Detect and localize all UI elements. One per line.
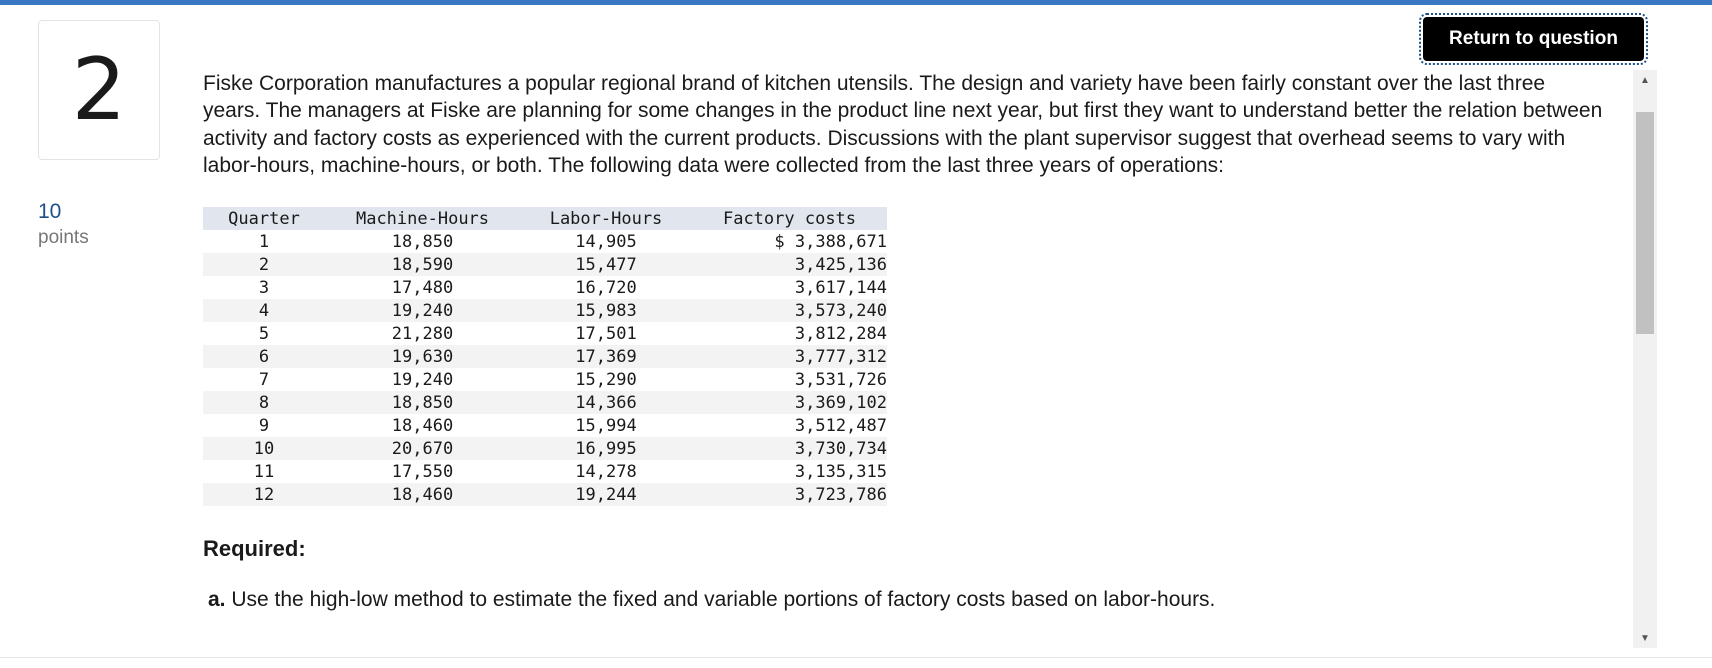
table-row bbox=[203, 391, 887, 414]
cell-machine-hours: 18,590 bbox=[391, 254, 454, 275]
cell-quarter: 1 bbox=[258, 231, 270, 252]
question-content bbox=[203, 70, 1603, 660]
table-row bbox=[203, 368, 887, 391]
return-to-question-button[interactable]: Return to question bbox=[1423, 17, 1644, 61]
cell-factory-costs: 3,730,734 bbox=[794, 438, 887, 459]
cell-machine-hours: 17,480 bbox=[391, 277, 454, 298]
cell-machine-hours: 21,280 bbox=[391, 323, 454, 344]
cell-factory-costs: $ 3,388,671 bbox=[774, 231, 887, 252]
cell-labor-hours: 15,983 bbox=[575, 300, 637, 321]
header-factory-costs: Factory costs bbox=[722, 208, 857, 229]
part-a-letter: a. bbox=[208, 588, 226, 612]
cell-labor-hours: 14,366 bbox=[575, 392, 637, 413]
part-a-text: Use the high-low method to estimate the fixed and variable portions of factory costs based on labor-hours. bbox=[231, 588, 1216, 612]
cell-quarter: 4 bbox=[258, 300, 270, 321]
table-header-row bbox=[203, 207, 887, 230]
data-table bbox=[203, 207, 887, 506]
cell-quarter: 6 bbox=[258, 346, 270, 367]
table-row bbox=[203, 322, 887, 345]
cell-machine-hours: 18,850 bbox=[391, 392, 454, 413]
cell-labor-hours: 15,477 bbox=[575, 254, 637, 275]
cell-labor-hours: 15,290 bbox=[575, 369, 637, 390]
scroll-down-icon[interactable]: ▼ bbox=[1640, 632, 1650, 644]
top-accent-bar bbox=[0, 0, 1712, 5]
cell-machine-hours: 18,460 bbox=[391, 484, 454, 505]
cell-factory-costs: 3,812,284 bbox=[794, 323, 887, 344]
cell-factory-costs: 3,512,487 bbox=[794, 415, 887, 436]
cell-quarter: 9 bbox=[258, 415, 270, 436]
cell-factory-costs: 3,617,144 bbox=[794, 277, 887, 298]
cell-labor-hours: 16,720 bbox=[575, 277, 637, 298]
cell-labor-hours: 19,244 bbox=[575, 484, 637, 505]
cell-machine-hours: 20,670 bbox=[391, 438, 454, 459]
cell-quarter: 2 bbox=[258, 254, 270, 275]
cell-quarter: 8 bbox=[258, 392, 270, 413]
cell-machine-hours: 19,240 bbox=[391, 369, 454, 390]
cell-quarter: 10 bbox=[253, 438, 275, 459]
part-a bbox=[208, 588, 1603, 612]
table-row bbox=[203, 299, 887, 322]
cell-labor-hours: 14,278 bbox=[575, 461, 637, 482]
cell-machine-hours: 18,460 bbox=[391, 415, 454, 436]
cell-machine-hours: 18,850 bbox=[391, 231, 454, 252]
points-value: 10 bbox=[38, 200, 62, 223]
cell-machine-hours: 19,630 bbox=[391, 346, 454, 367]
cell-factory-costs: 3,369,102 bbox=[794, 392, 887, 413]
header-machine-hours: Machine-Hours bbox=[355, 208, 490, 229]
content-scrollbar[interactable] bbox=[1633, 70, 1657, 648]
question-text: Fiske Corporation manufactures a popular regional brand of kitchen utensils. The design and variety have been fairly constant over the last three years. The managers at Fiske are planning for some changes in the product line next year, but first they want to understand better the relation between activity and factory costs as experienced with the current products. Discussions with the plant supervisor suggest that overhead seems to vary with labor-hours, machine-hours, or both. The following data were collected from the last three years of operations: bbox=[203, 72, 1603, 177]
table-row bbox=[203, 460, 887, 483]
cell-quarter: 5 bbox=[258, 323, 270, 344]
cell-machine-hours: 17,550 bbox=[391, 461, 454, 482]
cell-factory-costs: 3,425,136 bbox=[794, 254, 887, 275]
table-row bbox=[203, 414, 887, 437]
header-labor-hours: Labor-Hours bbox=[549, 208, 663, 229]
cell-factory-costs: 3,573,240 bbox=[794, 300, 887, 321]
cell-factory-costs: 3,531,726 bbox=[794, 369, 887, 390]
cell-labor-hours: 17,501 bbox=[575, 323, 637, 344]
cell-quarter: 7 bbox=[258, 369, 270, 390]
cell-quarter: 3 bbox=[258, 277, 270, 298]
points-label: points bbox=[38, 227, 89, 248]
table-row bbox=[203, 253, 887, 276]
cell-quarter: 11 bbox=[253, 461, 275, 482]
cell-quarter: 12 bbox=[253, 484, 275, 505]
scroll-up-icon[interactable]: ▲ bbox=[1640, 74, 1650, 86]
required-heading: Required: bbox=[203, 536, 306, 562]
cell-factory-costs: 3,777,312 bbox=[794, 346, 887, 367]
cell-labor-hours: 17,369 bbox=[575, 346, 637, 367]
cell-machine-hours: 19,240 bbox=[391, 300, 454, 321]
table-row bbox=[203, 276, 887, 299]
cell-labor-hours: 16,995 bbox=[575, 438, 637, 459]
cell-labor-hours: 14,905 bbox=[575, 231, 637, 252]
cell-labor-hours: 15,994 bbox=[575, 415, 637, 436]
question-number: 2 bbox=[38, 20, 160, 160]
table-row bbox=[203, 345, 887, 368]
table-row bbox=[203, 437, 887, 460]
cell-factory-costs: 3,723,786 bbox=[794, 484, 887, 505]
divider bbox=[0, 657, 1712, 658]
header-quarter: Quarter bbox=[228, 208, 300, 229]
table-row bbox=[203, 483, 887, 506]
cell-factory-costs: 3,135,315 bbox=[794, 461, 887, 482]
table-row bbox=[203, 230, 887, 253]
scroll-thumb[interactable] bbox=[1636, 112, 1654, 334]
